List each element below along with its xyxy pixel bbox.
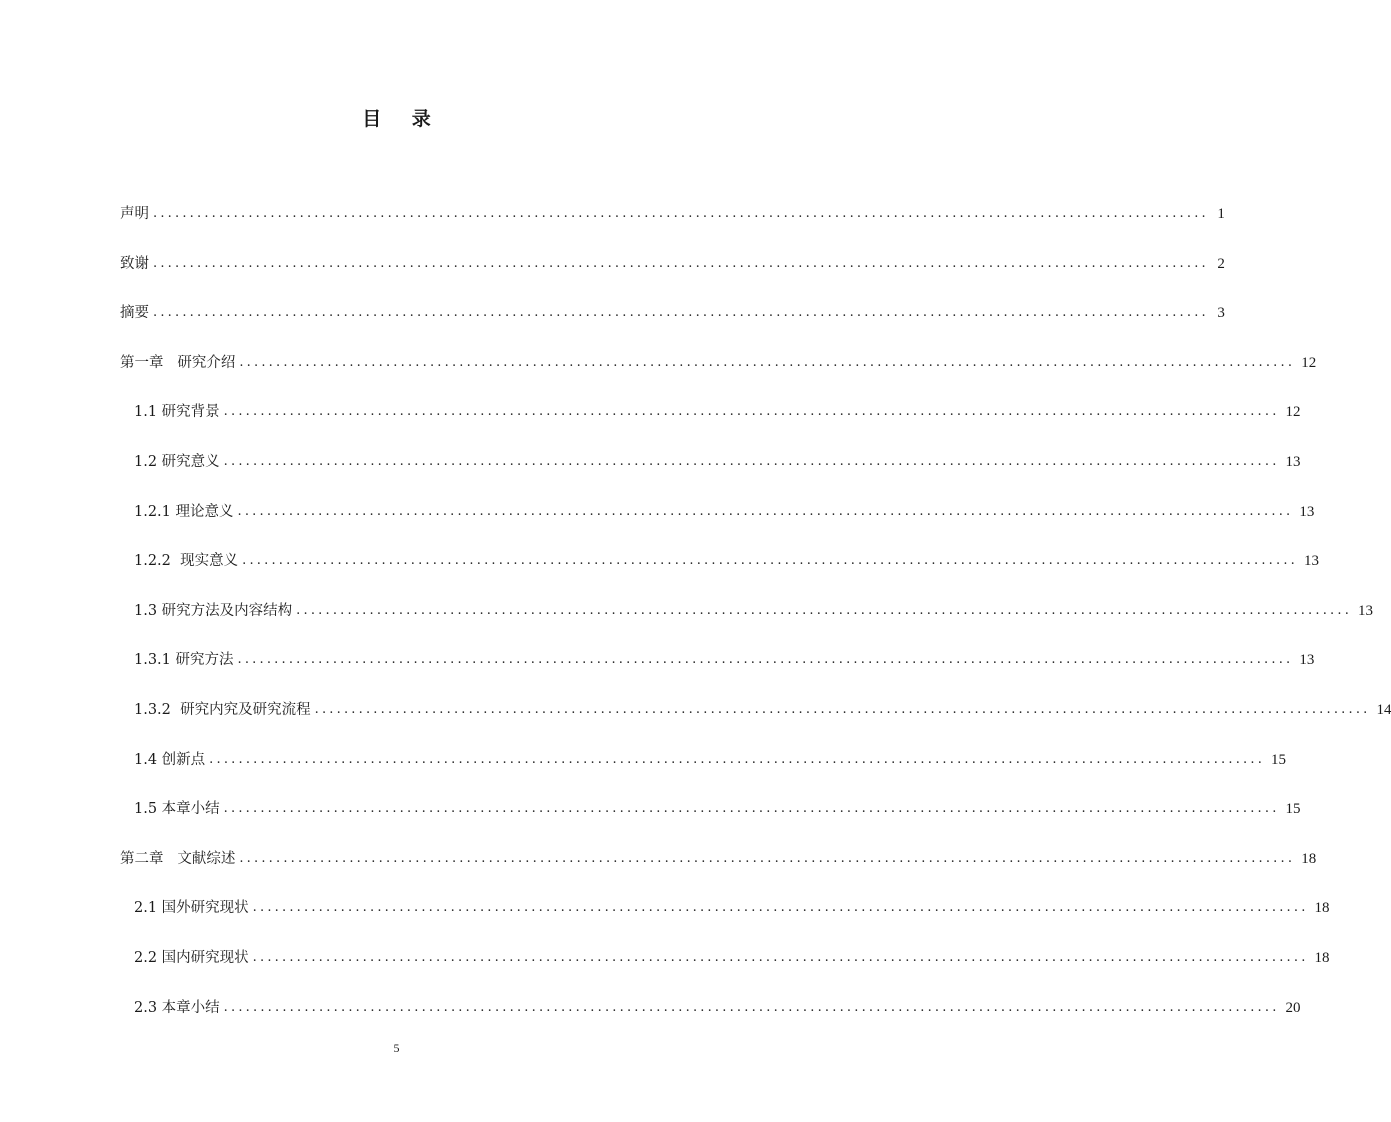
toc-leader-dots: ................................................................................................................................................ xyxy=(252,900,1309,916)
toc-entry-label: 声明 xyxy=(120,206,149,222)
table-of-contents xyxy=(120,199,1391,1042)
toc-entry-page: 3 xyxy=(1217,305,1225,322)
toc-entry-page: 15 xyxy=(1271,751,1287,768)
toc-entry-page: 13 xyxy=(1299,652,1315,669)
toc-leader-dots: ................................................................................................................................................ xyxy=(237,503,1294,519)
toc-leader-dots: ................................................................................................................................................ xyxy=(237,652,1294,668)
toc-leader-dots: ................................................................................................................................................ xyxy=(252,949,1309,965)
page-title: 目 录 xyxy=(362,108,443,130)
toc-entry[interactable] xyxy=(120,993,1301,1018)
toc-entry-page: 13 xyxy=(1303,553,1319,570)
toc-entry-label: 2.3 本章小结 xyxy=(134,999,220,1016)
toc-entry-page: 13 xyxy=(1358,602,1374,619)
toc-entry[interactable] xyxy=(120,844,1317,869)
toc-entry[interactable] xyxy=(120,348,1317,373)
toc-entry-page: 2 xyxy=(1217,255,1225,272)
toc-entry[interactable] xyxy=(120,249,1225,274)
toc-entry[interactable] xyxy=(120,497,1315,522)
toc-entry-label: 1.4 创新点 xyxy=(134,751,206,768)
toc-entry-page: 13 xyxy=(1299,503,1315,520)
toc-entry-page: 1 xyxy=(1217,206,1225,222)
toc-leader-dots: ................................................................................................................................................ xyxy=(223,999,1280,1015)
footer-page-number: 5 xyxy=(393,1041,400,1055)
toc-entry[interactable] xyxy=(120,397,1301,422)
toc-entry[interactable] xyxy=(120,645,1315,670)
toc-entry[interactable] xyxy=(120,298,1225,323)
toc-entry-label: 2.1 国外研究现状 xyxy=(134,900,249,917)
toc-leader-dots: ................................................................................................................................................ xyxy=(314,701,1371,717)
toc-leader-dots: ................................................................................................................................................ xyxy=(153,305,1209,321)
toc-entry-page: 12 xyxy=(1301,354,1317,371)
toc-entry-page: 18 xyxy=(1314,900,1330,917)
toc-entry-page: 15 xyxy=(1285,801,1301,818)
toc-entry-page: 12 xyxy=(1285,404,1301,421)
toc-entry[interactable] xyxy=(120,745,1287,770)
toc-entry[interactable] xyxy=(120,596,1374,621)
toc-leader-dots: ................................................................................................................................................ xyxy=(242,553,1298,569)
toc-entry-label: 1.3.1 研究方法 xyxy=(134,652,234,669)
toc-entry[interactable] xyxy=(120,199,1225,224)
toc-entry-label: 1.3.2 研究内究及研究流程 xyxy=(134,701,311,718)
toc-entry-label: 致谢 xyxy=(120,255,149,272)
toc-entry-label: 1.3 研究方法及内容结构 xyxy=(134,602,293,619)
toc-entry-label: 第一章 研究介绍 xyxy=(120,354,236,371)
toc-entry-label: 1.5 本章小结 xyxy=(134,801,220,818)
toc-entry-page: 14 xyxy=(1376,701,1391,718)
toc-entry-label: 1.2.2 现实意义 xyxy=(134,553,239,570)
toc-entry-page: 13 xyxy=(1285,453,1301,470)
toc-leader-dots: ................................................................................................................................................ xyxy=(239,850,1296,866)
toc-entry[interactable] xyxy=(120,893,1330,918)
toc-leader-dots: ................................................................................................................................................ xyxy=(209,751,1266,767)
toc-entry-page: 18 xyxy=(1314,949,1330,966)
toc-leader-dots: ................................................................................................................................................ xyxy=(153,206,1209,221)
toc-entry[interactable] xyxy=(120,546,1319,571)
toc-entry-label: 1.1 研究背景 xyxy=(134,404,220,421)
toc-leader-dots: ................................................................................................................................................ xyxy=(223,801,1280,817)
toc-entry[interactable] xyxy=(120,695,1391,720)
toc-entry-page: 18 xyxy=(1301,850,1317,867)
toc-entry-label: 2.2 国内研究现状 xyxy=(134,949,249,966)
toc-entry-label: 1.2.1 理论意义 xyxy=(134,503,234,520)
toc-entry-label: 第二章 文献综述 xyxy=(120,850,236,867)
toc-entry-label: 摘要 xyxy=(120,305,149,322)
toc-entry[interactable] xyxy=(120,447,1301,472)
toc-entry[interactable] xyxy=(120,794,1301,819)
toc-entry-label: 1.2 研究意义 xyxy=(134,453,220,470)
toc-leader-dots: ................................................................................................................................................ xyxy=(153,255,1209,271)
toc-entry-page: 20 xyxy=(1285,999,1301,1016)
toc-leader-dots: ................................................................................................................................................ xyxy=(223,453,1280,469)
toc-entry[interactable] xyxy=(120,943,1330,968)
toc-leader-dots: ................................................................................................................................................ xyxy=(239,354,1296,370)
toc-leader-dots: ................................................................................................................................................ xyxy=(223,404,1280,420)
toc-leader-dots: ................................................................................................................................................ xyxy=(296,602,1353,618)
